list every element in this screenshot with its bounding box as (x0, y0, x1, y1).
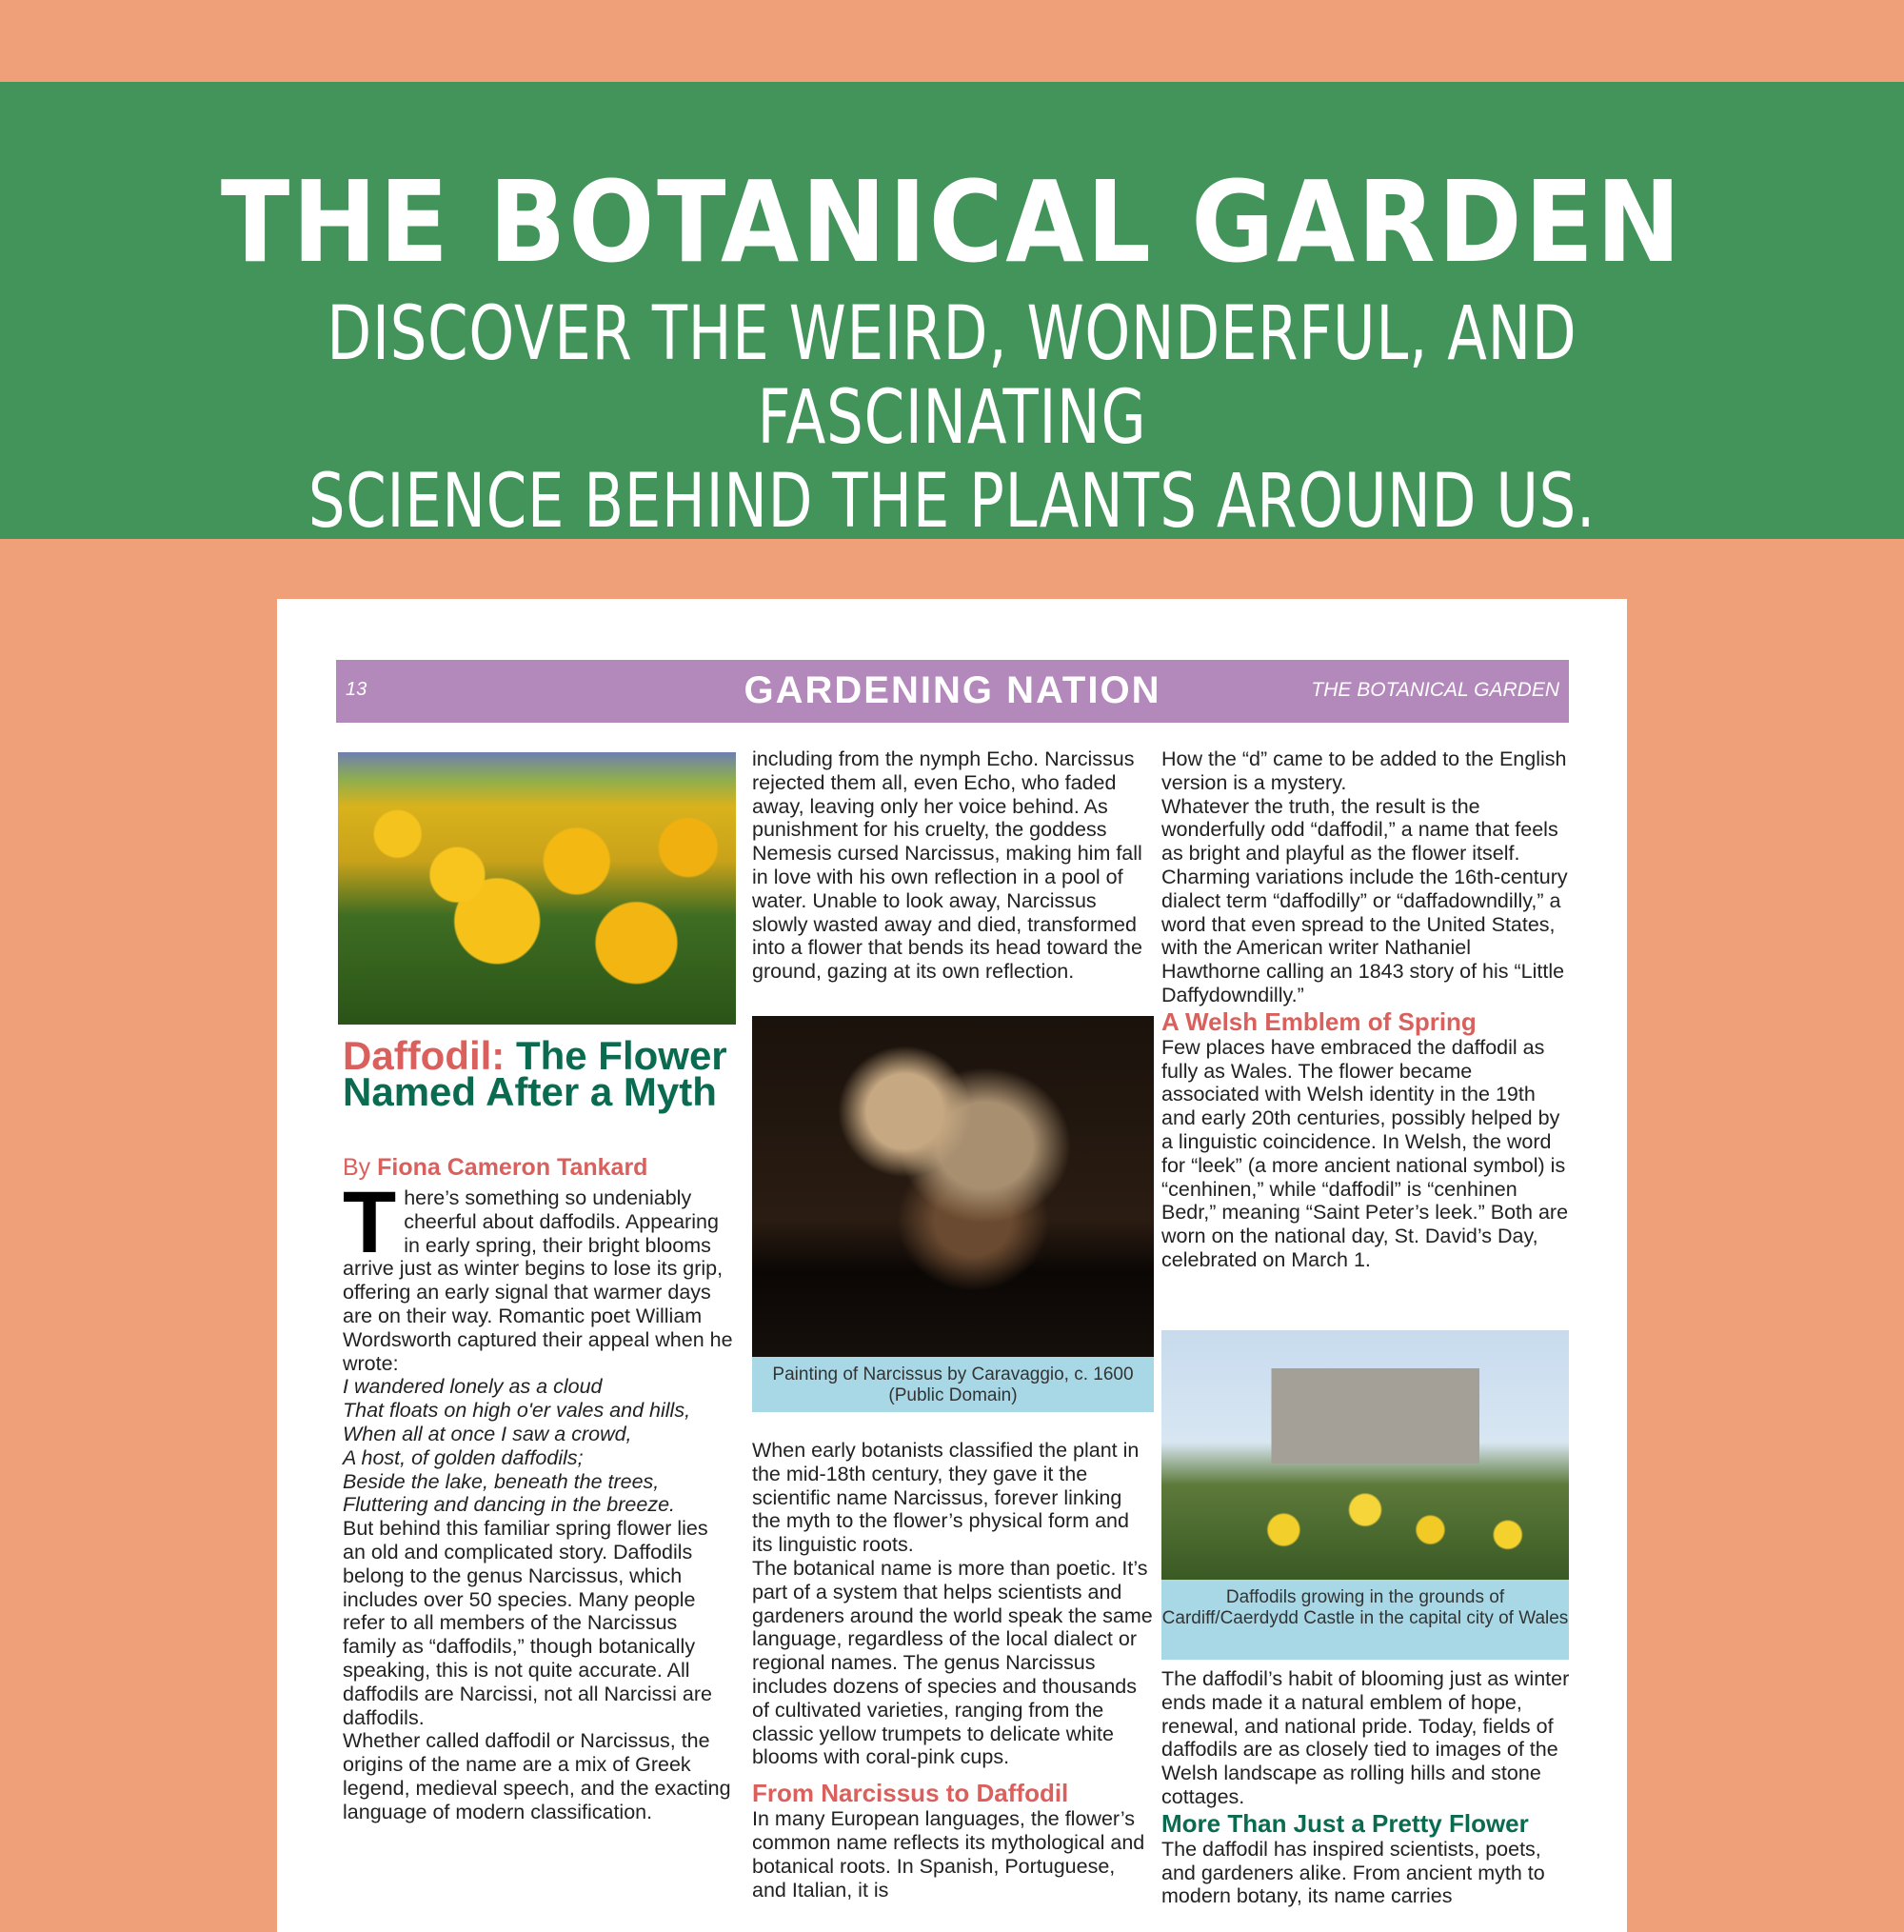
banner (0, 82, 1904, 545)
daffodils-photo (338, 752, 736, 1025)
poem-line: Fluttering and dancing in the breeze. (343, 1493, 676, 1517)
paragraph: The daffodil has inspired scientists, poets, and gardeners alike. From ancient myth to modern botany, its name carries (1161, 1837, 1545, 1908)
painting-caption: Painting of Narcissus by Caravaggio, c. 1600 (Public Domain) (752, 1357, 1154, 1412)
author: Fiona Cameron Tankard (377, 1154, 648, 1181)
column-1 (343, 1174, 733, 1824)
cardiff-castle-photo (1161, 1330, 1569, 1580)
poem-line: I wandered lonely as a cloud (343, 1375, 603, 1399)
page-header (336, 660, 1569, 723)
article-title (343, 1033, 733, 1114)
paragraph: When early botanists classified the plant in the mid-18th century, they gave it the scientific name Narcissus, forever linking the myth to the flower’s physical form and its linguistic roots. (752, 1439, 1140, 1557)
subheading: More Than Just a Pretty Flower (1161, 1808, 1529, 1838)
section-name: THE BOTANICAL GARDEN (1311, 679, 1559, 701)
subtitle-line: SCIENCE BEHIND THE PLANTS AROUND US. (307, 459, 1597, 545)
title-red: Daffodil: (343, 1033, 506, 1078)
subtitle-line: DISCOVER THE WEIRD, WONDERFUL, AND FASCINATING (327, 291, 1577, 461)
drop-cap: T (343, 1174, 397, 1271)
subheading: From Narcissus to Daffodil (752, 1779, 1069, 1808)
text: here’s something so undeniably cheerful about daffodils. Appearing in early spring, their bright blooms arrive just as winter begins to lose its grip, offering an early signal that warmer days are on their way. Romantic poet William Wordsworth captured their appeal when he wrote: (343, 1186, 733, 1375)
page-number: 13 (346, 679, 367, 700)
paragraph: Whatever the truth, the result is the wonderfully odd “daffodil,” a name that feels as bright and playful as the flower itself. Charming variations include the 16th-century dialect term “daffodilly” or “daffadowndilly,” a word that even spread to the United States, with the American writer Nathaniel Hawthorne calling an 1843 story of his “Little Daffydowndilly.” (1161, 794, 1568, 1006)
poem-line: Beside the lake, beneath the trees, (343, 1469, 660, 1493)
castle-caption: Daffodils growing in the grounds of Cardiff/Caerdydd Castle in the capital city of Wales (1161, 1580, 1569, 1660)
paragraph: including from the nymph Echo. Narcissus rejected them all, even Echo, who faded away, leaving only her voice behind. As punishment for his cruelty, the goddess Nemesis cursed Narcissus, making him fall in love with his own reflection in a pool of water. Unable to look away, Narcissus slowly wasted away and died, transformed into a flower that bends its head toward the ground, gazing at its own reflection. (752, 747, 1142, 984)
poem-line: When all at once I saw a crowd, (343, 1422, 632, 1445)
column-3-lower (1161, 1667, 1571, 1908)
paragraph: Whether called daffodil or Narcissus, the origins of the name are a mix of Greek legend, medieval speech, and the exacting language of modern classification. (343, 1729, 731, 1823)
paragraph: How the “d” came to be added to the English version is a mystery. (1161, 747, 1567, 794)
poem (343, 1375, 733, 1517)
paragraph: But behind this familiar spring flower lies an old and complicated story. Daffodils belong to the genus Narcissus, which includes over 50 species. Many people refer to all members of the Narcissus family as “daffodils,” though botanically speaking, this is not quite accurate. All daffodils are Narcissi, not all Narcissi are daffodils. (343, 1517, 712, 1729)
banner-title: THE BOTANICAL GARDEN (220, 156, 1684, 288)
column-2-lower (752, 1439, 1154, 1902)
paragraph: The daffodil’s habit of blooming just as winter ends made it a natural emblem of hope, renewal, and national pride. Today, fields of daffodils are as closely tied to images of the Welsh landscape as rolling hills and stone cottages. (1161, 1667, 1570, 1808)
by-label: By (343, 1154, 378, 1181)
column-3 (1161, 747, 1571, 1272)
poem-line: A host, of golden daffodils; (343, 1445, 584, 1469)
magazine-name: GARDENING NATION (744, 669, 1161, 711)
paragraph: Few places have embraced the daffodil as fully as Wales. The flower became associated with Welsh identity in the 19th and early 20th centuries, possibly helped by a linguistic coincidence. In Welsh, the word for “leek” (a more ancient national symbol) is “cenhinen,” while “daffodil” is “cenhinen Bedr,” meaning “Saint Peter’s leek.” Both are worn on the national day, St. David’s Day, celebrated on March 1. (1161, 1035, 1569, 1271)
paragraph (343, 1174, 733, 1375)
poem-line: That floats on high o'er vales and hills, (343, 1399, 691, 1423)
narcissus-painting (752, 1016, 1154, 1357)
paragraph: In many European languages, the flower’s common name reflects its mythological and botanical roots. In Spanish, Portuguese, and Italian, it is (752, 1807, 1145, 1902)
title-rest: The Flower Named After a Myth (343, 1033, 727, 1114)
column-2 (752, 747, 1154, 984)
paragraph: The botanical name is more than poetic. It’s part of a system that helps scientists and gardeners around the world speak the same language, regardless of the local dialect or regional names. The genus Narcissus includes dozens of species and thousands of cultivated varieties, ranging from the classic yellow trumpets to delicate white blooms with coral-pink cups. (752, 1556, 1153, 1769)
banner-subtitle (209, 292, 1695, 544)
subheading: A Welsh Emblem of Spring (1161, 1006, 1477, 1036)
magazine-page (277, 599, 1627, 1932)
